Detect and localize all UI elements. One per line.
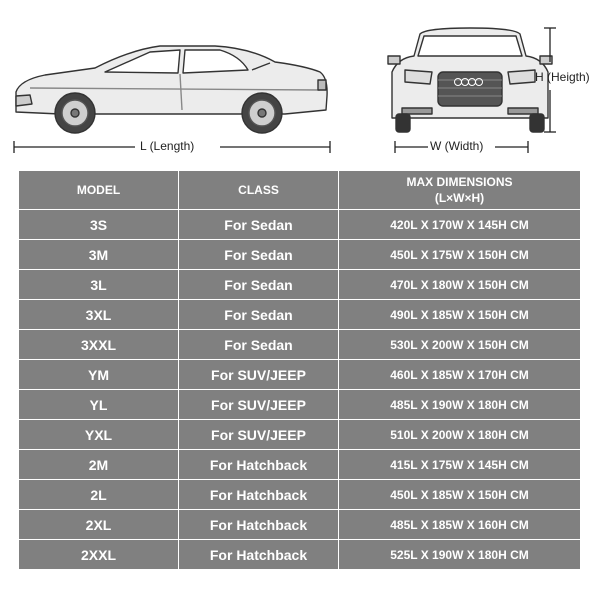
class-cell: For Hatchback [179,540,339,570]
class-cell: For Hatchback [179,480,339,510]
table-row [19,360,581,390]
model-cell: 3S [19,210,179,240]
class-cell: For Sedan [179,300,339,330]
table-row [19,510,581,540]
dimensions-cell: 485L X 190W X 180H CM [339,390,581,420]
class-cell: For Sedan [179,240,339,270]
dimensions-cell: 530L X 200W X 150H CM [339,330,581,360]
model-cell: 3XXL [19,330,179,360]
dimensions-cell: 485L X 185W X 160H CM [339,510,581,540]
size-chart-table [18,170,581,570]
table-row [19,270,581,300]
model-cell: 3M [19,240,179,270]
model-cell: YM [19,360,179,390]
table-row [19,480,581,510]
class-cell: For SUV/JEEP [179,360,339,390]
class-cell: For Sedan [179,330,339,360]
class-cell: For Hatchback [179,510,339,540]
table-row [19,300,581,330]
model-cell: YXL [19,420,179,450]
table-row [19,420,581,450]
header-dims-line2: (L×W×H) [434,191,485,205]
dimensions-cell: 450L X 175W X 150H CM [339,240,581,270]
height-label: H (Heigth) [535,70,590,84]
width-label: W (Width) [430,139,484,153]
table-row [19,390,581,420]
dimensions-cell: 525L X 190W X 180H CM [339,540,581,570]
class-cell: For Sedan [179,270,339,300]
header-model: MODEL [19,171,179,210]
car-drawings [0,0,600,170]
table-header-row [19,171,581,210]
sedan-front-view [388,28,552,132]
header-dims-line1: MAX DIMENSIONS [406,175,513,189]
table-row [19,330,581,360]
dimensions-cell: 470L X 180W X 150H CM [339,270,581,300]
sedan-side-view [16,46,327,133]
table-row [19,240,581,270]
car-dimension-diagram [0,0,600,170]
header-max-dimensions [339,171,581,210]
dimensions-cell: 415L X 175W X 145H CM [339,450,581,480]
model-cell: YL [19,390,179,420]
table-row [19,450,581,480]
model-cell: 3L [19,270,179,300]
class-cell: For SUV/JEEP [179,420,339,450]
dimensions-cell: 450L X 185W X 150H CM [339,480,581,510]
header-class: CLASS [179,171,339,210]
table-row [19,540,581,570]
model-cell: 2M [19,450,179,480]
dimensions-cell: 420L X 170W X 145H CM [339,210,581,240]
model-cell: 2XXL [19,540,179,570]
model-cell: 2XL [19,510,179,540]
class-cell: For Hatchback [179,450,339,480]
dimensions-cell: 510L X 200W X 180H CM [339,420,581,450]
length-label: L (Length) [140,139,195,153]
table-row [19,210,581,240]
dimensions-cell: 460L X 185W X 170H CM [339,360,581,390]
class-cell: For SUV/JEEP [179,390,339,420]
dimensions-cell: 490L X 185W X 150H CM [339,300,581,330]
class-cell: For Sedan [179,210,339,240]
model-cell: 2L [19,480,179,510]
model-cell: 3XL [19,300,179,330]
table-body [19,210,581,570]
